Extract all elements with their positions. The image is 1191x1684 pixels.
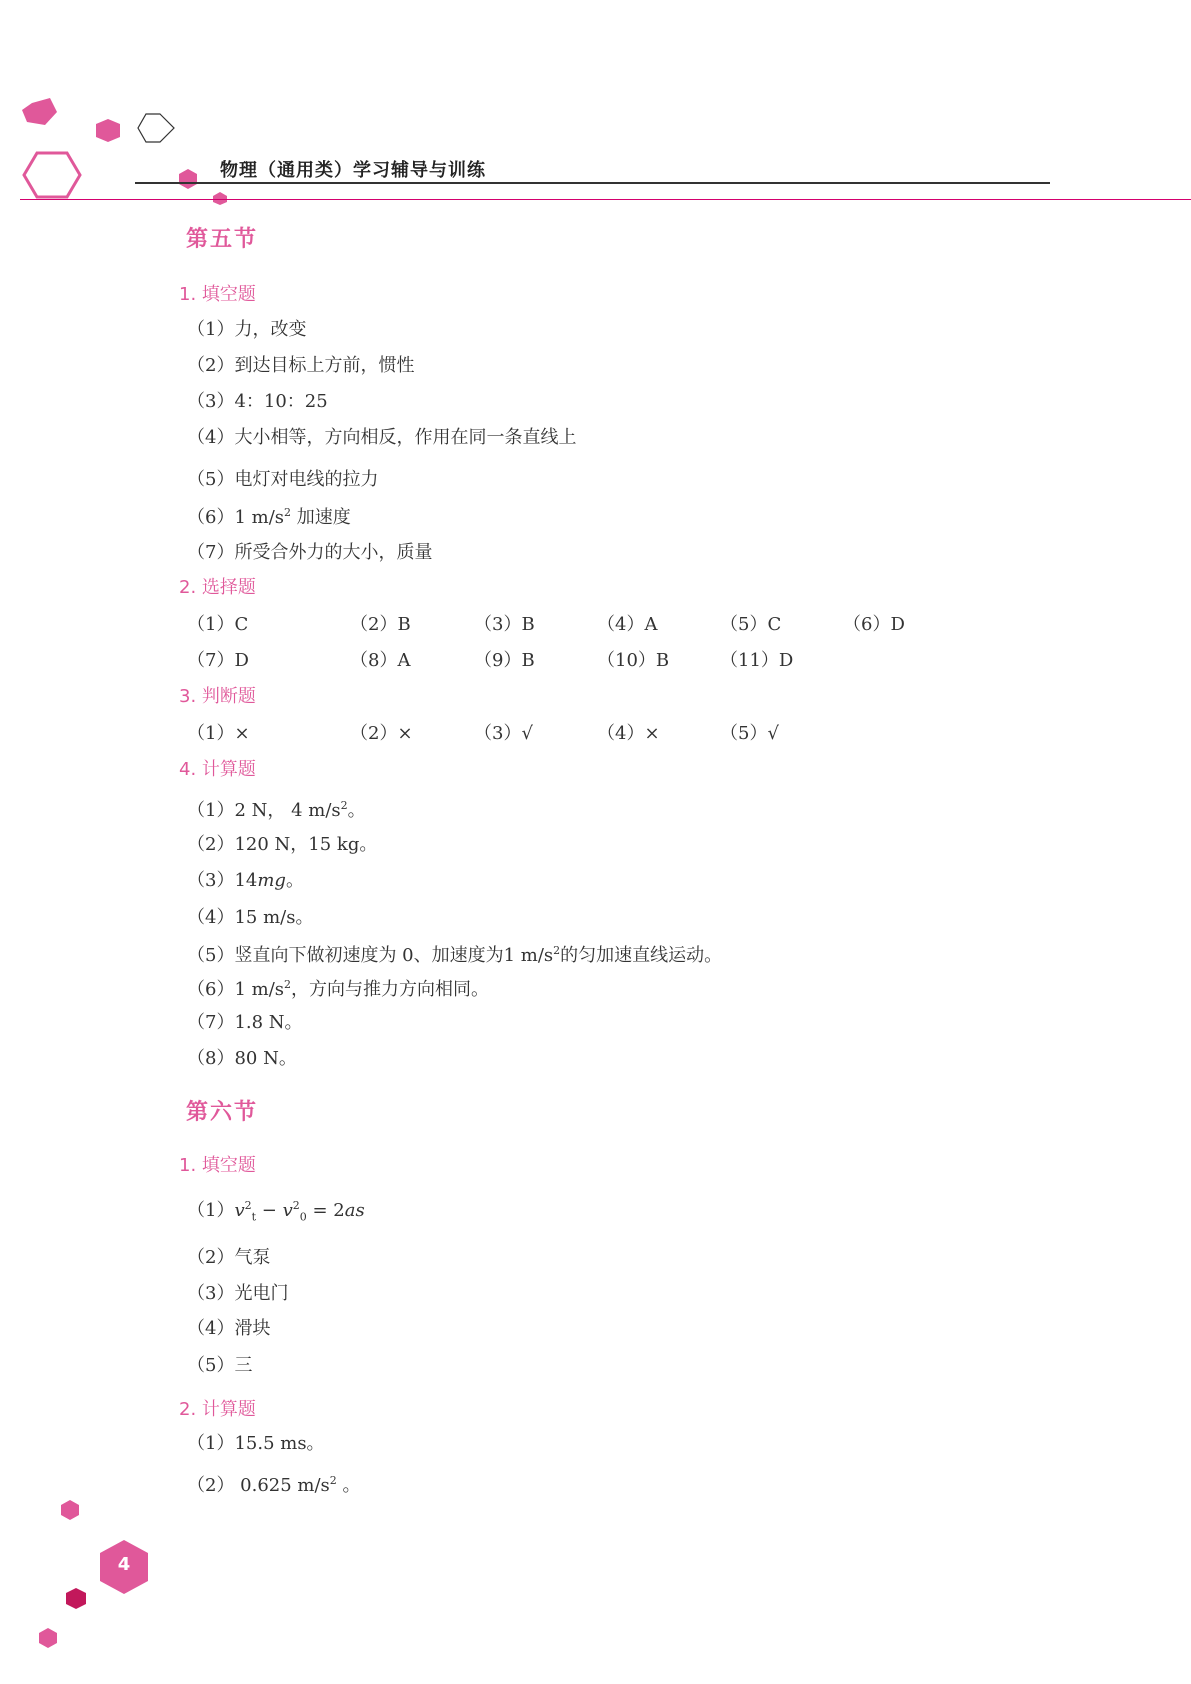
hexagon-icon bbox=[39, 1628, 57, 1648]
hexagon-icon bbox=[61, 1500, 79, 1520]
answer-text: （1） bbox=[187, 1200, 235, 1221]
judge-answer: （4）× bbox=[597, 723, 660, 744]
superscript: 2 bbox=[340, 799, 348, 812]
answer-line: （3）4：10：25 bbox=[187, 391, 328, 412]
answer-text: （3）14 bbox=[187, 870, 258, 891]
choice-answer: （7）D bbox=[187, 650, 249, 671]
choice-answer: （11）D bbox=[720, 650, 794, 671]
answer-line bbox=[187, 796, 366, 822]
choice-answer: （3）B bbox=[474, 614, 535, 635]
superscript: 2 bbox=[284, 506, 291, 519]
answer-line bbox=[187, 1471, 361, 1497]
answer-line: （7）1.8 N。 bbox=[187, 1012, 303, 1033]
choice-answer: （4）A bbox=[597, 614, 658, 635]
answer-text: 。 bbox=[347, 800, 366, 821]
header-accent-rule bbox=[20, 199, 1191, 200]
header-rule bbox=[135, 182, 1050, 184]
answer-text: ，方向与推力方向相同。 bbox=[291, 979, 489, 1000]
hexagon-icon bbox=[22, 98, 57, 125]
subscript: 0 bbox=[299, 1210, 307, 1224]
superscript: 2 bbox=[329, 1474, 337, 1487]
choice-answer: （8）A bbox=[350, 650, 411, 671]
judge-answer: （2）× bbox=[350, 723, 413, 744]
formula-var: v bbox=[234, 1200, 245, 1221]
superscript: 2 bbox=[553, 944, 561, 957]
answer-line bbox=[187, 941, 722, 967]
hexagon-icon bbox=[66, 1588, 86, 1609]
superscript: 2 bbox=[284, 978, 291, 991]
answer-line bbox=[187, 866, 304, 892]
running-header-title: 物理（通用类）学习辅导与训练 bbox=[220, 160, 486, 181]
judge-answer: （1）× bbox=[187, 723, 250, 744]
formula-line bbox=[187, 1196, 365, 1222]
answer-text: （5）竖直向下做初速度为 0、加速度为1 m/s bbox=[187, 945, 554, 966]
judge-answer: （3）√ bbox=[474, 723, 533, 744]
choice-answer: （6）D bbox=[843, 614, 905, 635]
answer-text: （6）1 m/s bbox=[187, 979, 284, 1000]
italic-text: mg bbox=[257, 870, 286, 891]
question-heading: 4. 计算题 bbox=[179, 759, 256, 780]
hexagon-decoration-top bbox=[0, 0, 240, 205]
answer-text: 的匀加速直线运动。 bbox=[560, 945, 723, 966]
hexagon-outline-icon bbox=[138, 114, 174, 142]
section-title: 第六节 bbox=[186, 1099, 259, 1125]
question-heading: 3. 判断题 bbox=[179, 686, 256, 707]
answer-line: （1）力，改变 bbox=[187, 319, 307, 340]
answer-line: （8）80 N。 bbox=[187, 1048, 297, 1069]
subscript: t bbox=[251, 1210, 257, 1224]
question-heading: 2. 选择题 bbox=[179, 577, 256, 598]
choice-answer: （2）B bbox=[350, 614, 411, 635]
answer-line: （5）三 bbox=[187, 1355, 253, 1376]
formula-var: as bbox=[344, 1200, 365, 1221]
answer-text: （1）2 N， 4 m/s bbox=[187, 800, 341, 821]
judge-answer: （5）√ bbox=[720, 723, 779, 744]
answer-text: （6）1 m/s bbox=[187, 507, 284, 528]
page-number: 4 bbox=[117, 1554, 131, 1575]
answer-line: （2）气泵 bbox=[187, 1247, 271, 1268]
answer-line: （2）到达目标上方前，惯性 bbox=[187, 355, 415, 376]
answer-text: 。 bbox=[285, 870, 304, 891]
question-heading: 1. 填空题 bbox=[179, 1155, 256, 1176]
answer-line: （4）滑块 bbox=[187, 1318, 271, 1339]
question-heading: 1. 填空题 bbox=[179, 284, 256, 305]
choice-answer: （1）C bbox=[187, 614, 249, 635]
hexagon-icon bbox=[96, 119, 120, 142]
hexagon-outline-icon bbox=[24, 153, 80, 197]
question-heading: 2. 计算题 bbox=[179, 1399, 256, 1420]
choice-answer: （9）B bbox=[474, 650, 535, 671]
answer-line bbox=[187, 503, 351, 529]
answer-text: 加速度 bbox=[291, 507, 351, 528]
answer-line: （2）120 N，15 kg。 bbox=[187, 834, 378, 855]
section-title: 第五节 bbox=[186, 226, 259, 252]
answer-line: （7）所受合外力的大小，质量 bbox=[187, 542, 433, 563]
superscript: 2 bbox=[244, 1199, 252, 1212]
answer-line: （5）电灯对电线的拉力 bbox=[187, 469, 379, 490]
choice-answer: （5）C bbox=[720, 614, 782, 635]
formula-var: v bbox=[282, 1200, 293, 1221]
formula-op: = 2 bbox=[306, 1200, 345, 1221]
formula-op: − bbox=[256, 1200, 283, 1221]
page-number-badge bbox=[100, 1540, 148, 1594]
answer-line: （4）大小相等，方向相反，作用在同一条直线上 bbox=[187, 427, 577, 448]
answer-line: （3）光电门 bbox=[187, 1283, 289, 1304]
answer-text: 。 bbox=[336, 1475, 361, 1496]
answer-line bbox=[187, 975, 489, 1001]
hexagon-icon bbox=[179, 169, 197, 189]
answer-text: （2） 0.625 m/s bbox=[187, 1475, 330, 1496]
superscript: 2 bbox=[292, 1199, 300, 1212]
answer-line: （1）15.5 ms。 bbox=[187, 1433, 325, 1454]
answer-line: （4）15 m/s。 bbox=[187, 907, 314, 928]
choice-answer: （10）B bbox=[597, 650, 670, 671]
hexagon-decoration-bottom bbox=[30, 1480, 110, 1660]
